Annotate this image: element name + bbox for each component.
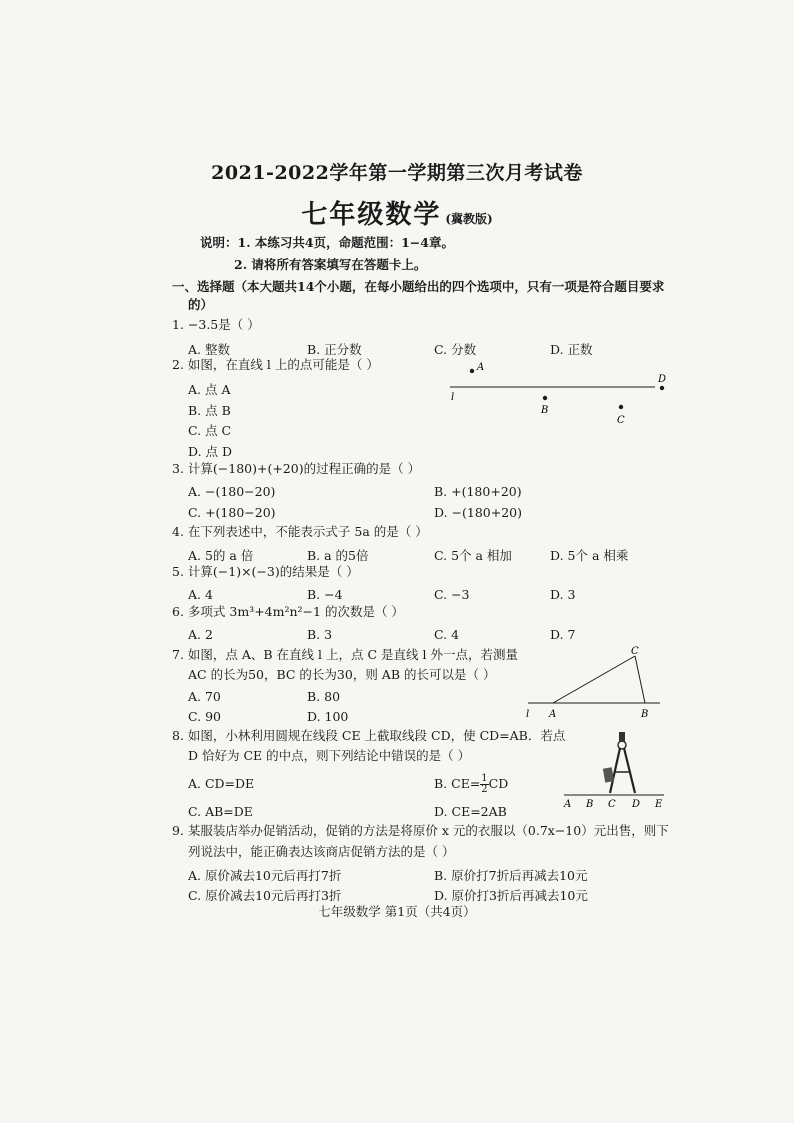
q2-label-b: B [541,405,549,416]
q1-option-d: D. 正数 [550,342,593,357]
q2-label-l: l [451,392,455,403]
question-9-stem-2: 列说法中，能正确表达该商店促销方法的是（ ） [188,844,455,859]
q2-figure [445,360,675,430]
fraction-denominator: 2 [481,784,488,795]
q1-option-a: A. 整数 [188,342,230,357]
q8-label-d: D [632,799,641,810]
q8-label-a: A [564,799,572,810]
q8-option-c: C. AB=DE [188,804,253,819]
q7-label-b: B [641,709,649,720]
q5-option-a: A. 4 [188,587,213,602]
q7-option-c: C. 90 [188,709,221,724]
q1-option-b: B. 正分数 [307,342,362,357]
q2-label-c: C [617,415,625,426]
q9-option-b: B. 原价打7折后再减去10元 [434,868,588,883]
compass-icon [603,732,635,793]
q7-option-d: D. 100 [307,709,349,724]
q8-label-e: E [655,799,663,810]
q3-option-c: C. +(180−20) [188,505,276,520]
q8-option-b-tail: CD [488,776,509,791]
q5-option-c: C. −3 [434,587,470,602]
q4-option-d: D. 5个 a 相乘 [550,548,629,563]
q7-label-l: l [526,709,530,720]
exam-title: 2021-2022学年第一学期第三次月考试卷 [211,162,583,184]
question-7-stem-2: AC 的长为50，BC 的长为30，则 AB 的长可以是（ ） [188,667,496,682]
question-6-stem: 6. 多项式 3m³+4m²n²−1 的次数是（ ） [172,604,404,619]
q1-option-c: C. 分数 [434,342,477,357]
q8-option-b-text: B. CE= [434,776,481,791]
q8-figure [560,730,670,812]
q8-label-c: C [608,799,616,810]
q7-option-a: A. 70 [188,689,221,704]
q2-option-b: B. 点 B [188,403,231,418]
subject-title: 七年级数学 [301,200,442,230]
question-8-stem-2: D 恰好为 CE 的中点，则下列结论中错误的是（ ） [188,748,471,763]
q2-point-b [543,396,547,400]
q2-option-a: A. 点 A [188,382,231,397]
q3-option-a: A. −(180−20) [188,484,276,499]
question-5-stem: 5. 计算(−1)×(−3)的结果是（ ） [172,564,359,579]
subject-title-row [0,194,794,231]
section-heading: 一、选择题（本大题共14个小题，在每小题给出的四个选项中，只有一项是符合题目要求 [172,279,665,294]
section-heading-cont: 的） [188,297,214,312]
question-7-stem-1: 7. 如图，点 A、B 在直线 l 上，点 C 是直线 l 外一点，若测量 [172,647,518,662]
q9-option-a: A. 原价减去10元后再打7折 [188,868,342,883]
q9-option-c: C. 原价减去10元后再打3折 [188,888,342,903]
q2-option-d: D. 点 D [188,444,233,459]
q8-label-b: B [586,799,594,810]
q2-label-a: A [477,362,485,373]
q3-option-d: D. −(180+20) [434,505,522,520]
question-4-stem: 4. 在下列表述中，不能表示式子 5a 的是（ ） [172,524,428,539]
question-1-stem: 1. −3.5是（ ） [172,317,260,332]
note-line-2: 2. 请将所有答案填写在答题卡上。 [234,257,427,272]
page-footer: 七年级数学 第1页（共4页） [318,904,476,919]
q5-option-b: B. −4 [307,587,343,602]
q3-option-b: B. +(180+20) [434,484,522,499]
q7-figure [520,646,670,721]
edition-label: (冀教版) [445,212,493,226]
q2-label-d: D [658,374,667,385]
q7-label-a: A [549,709,557,720]
q6-option-b: B. 3 [307,627,333,642]
q6-option-a: A. 2 [188,627,213,642]
question-3-stem: 3. 计算(−180)+(+20)的过程正确的是（ ） [172,461,421,476]
note-line-1: 说明：1. 本练习共4页，命题范围：1−4章。 [200,235,454,250]
q7-segment-ac [553,656,635,703]
q8-option-a: A. CD=DE [188,776,255,791]
q5-option-d: D. 3 [550,587,576,602]
q9-option-d: D. 原价打3折后再减去10元 [434,888,588,903]
q8-option-b [434,774,508,795]
question-2-stem: 2. 如图，在直线 l 上的点可能是（ ） [172,357,379,372]
q8-option-b-fraction [480,774,488,795]
q8-option-d: D. CE=2AB [434,804,507,819]
q4-option-b: B. a 的5倍 [307,548,369,563]
q7-label-c: C [631,646,639,657]
q4-option-c: C. 5个 a 相加 [434,548,512,563]
q6-option-c: C. 4 [434,627,460,642]
q6-option-d: D. 7 [550,627,576,642]
q2-point-a [470,369,474,373]
q2-option-c: C. 点 C [188,423,232,438]
fraction-numerator: 1 [481,773,488,784]
q7-option-b: B. 80 [307,689,341,704]
q7-segment-bc [635,656,645,703]
q2-point-d [660,386,664,390]
q4-option-a: A. 5的 a 倍 [188,548,254,563]
question-8-stem-1: 8. 如图，小林利用圆规在线段 CE 上截取线段 CD，使 CD=AB．若点 [172,728,566,743]
question-9-stem-1: 9. 某服装店举办促销活动，促销的方法是将原价 x 元的衣服以（0.7x−10）元出售，则下 [172,823,669,838]
q2-point-c [619,405,623,409]
